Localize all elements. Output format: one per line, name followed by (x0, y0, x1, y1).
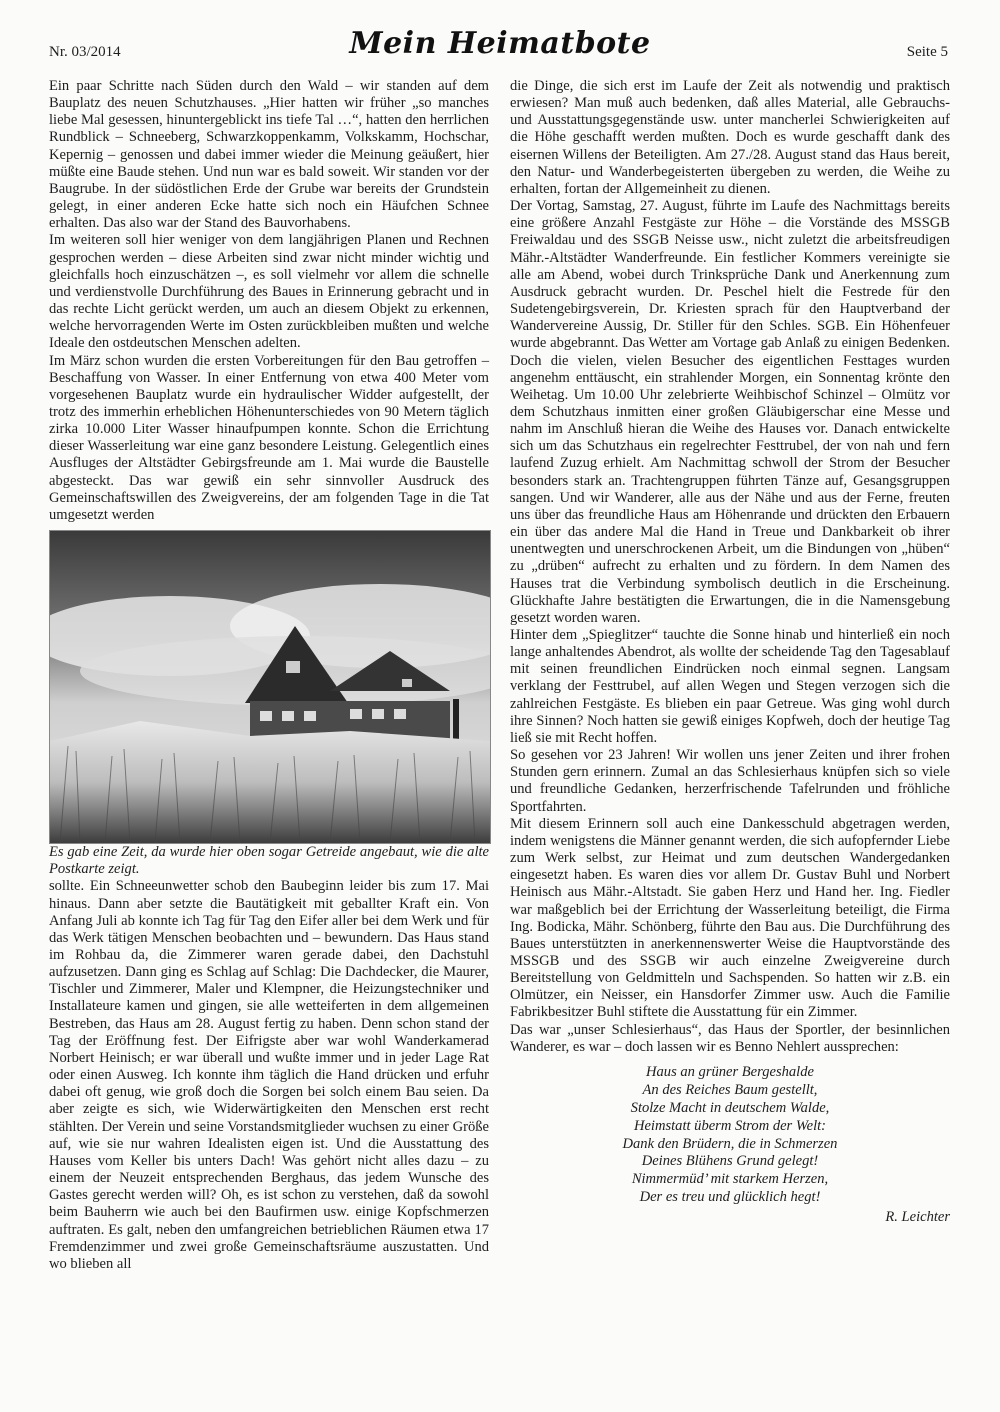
paragraph: Im März schon wurden die ersten Vorbereitungen für den Bau getroffen – Beschaffung von Wasser. In einer Entfernung von etwa 400 Meter vom vorgesehenen Bauplatz wurde ein hydraulischer Widder aufgestellt, der trotz des immerhin erheblichen Höhenunterschiedes von 90 Metern täglich zirka 10.000 Liter Wasser hinaufpumpen konnte. Schon die Errichtung dieser Wasserleitung war eine ganz besondere Leistung. Gelegentlich eines Ausfluges der Altstädter Gebirgsfreunde am 1. Mai wurde die Baustelle abgesteckt. Das war gewiß ein sehr sinnvoller Ausdruck des Gemeinschaftswillen des Zweigvereins, der am folgenden Tage in die Tat umgesetzt werden (49, 352, 489, 523)
poem-line: Deines Blühens Grund gelegt! (641, 1153, 819, 1170)
paragraph: Im weiteren soll hier weniger von dem langjährigen Planen und Rechnen gesprochen werden – diese Arbeiten sind zwar nicht minder wichtig und gleichfalls hoch einzuschätzen –, es soll vielmehr vor allem die schnelle und verdienstvolle Durchführung des Baues in Erinnerung gebracht und in das rechte Licht gerückt werden, um auch an diesem Objekt zu erkennen, welche hervorragenden Werte im Osten zurückbleiben mußten und welche Ideale den ostdeutschen Menschen adelten. (49, 232, 489, 352)
poem-line: Haus an grüner Bergeshalde (646, 1063, 814, 1080)
grain-field (50, 721, 490, 843)
issue-number: Nr. 03/2014 (49, 44, 121, 60)
paragraph: So gesehen vor 23 Jahren! Wir wollen uns jener Zeiten und ihrer frohen Stunden gern erinnern. Zumal an das Schlesierhaus knüpfen sich so viele und freundliche Gedanken, herzerfrischende Tafelrunden und fröhliche Sportfahrten. (510, 747, 950, 815)
poem-line: Stolze Macht in deutschem Walde, (630, 1099, 830, 1116)
newspaper-masthead: Mein Heimatbote (349, 26, 651, 61)
photo-caption: Es gab eine Zeit, da wurde hier oben sogar Getreide angebaut, wie die alte Postkarte zeigt. (49, 844, 489, 878)
poem-line: Nimmermüd’ mit starkem Herzen, (631, 1171, 829, 1188)
left-column (49, 78, 489, 1273)
paragraph: Mit diesem Erinnern soll auch eine Dankesschuld abgetragen werden, indem wenigstens die Männer genannt werden, die sich aufopfernder Liebe zum Werk selbst, zur Heimat und zum deutschen Wandergedanken eingesetzt haben. Es waren dies vor allem Dr. Gustav Buhl und Norbert Heinisch aus Mähr.-Altstadt. Sie gaben Herz und Hand her. Ing. Fiedler war maßgeblich bei der Errichtung der Wasserleitung beteiligt, die Firma Ing. Bodicka, Mähr. Schönberg, führte den Bau aus. Die Durchführung des Baues unterstützten in anerkennenswerter Weise die Hauptvorstände des MSSGB und des SSGB wir auch einzelne Zweigvereine durch Bereitstellung von Geldmitteln und Sachspenden. So hatten wir z.B. ein Olmützer, ein Neisser, ein Hansdorfer Zimmer usw. Auch die Familie Fabrikbesitzer Buhl stiftete die Ausstattung für ein Zimmer. (510, 815, 950, 1021)
postcard-photo (49, 530, 491, 844)
poem-line: Heimstatt überm Strom der Welt: (633, 1117, 827, 1134)
paragraph: Hinter dem „Spieglitzer“ tauchte die Sonne hinab und hinterließ ein noch lange anhaltendes Abendrot, als wollte der scheidende Tag den Tagesablauf mit seinen freundlichen Eindrücken noch einmal segnen. Langsam verklang der Festtrubel, auf allen Wegen und Stegen verzogen sich die zahlreichen Festgäste. Es blieben ein paar Getreue. Was ging wohl durch ihre Sinnen? Noch hatten sie gewiß einiges Kopfweh, doch der heutige Tag ließ sie mit Recht hoffen. (510, 627, 950, 746)
paragraph: sollte. Ein Schneeunwetter schob den Baubeginn leider bis zum 17. Mai hinaus. Dann aber setzte die Bautätigkeit mit geballter Kraft ein. Von Anfang Juli ab konnte ich Tag für Tag den Eifer aller bei dem Werk und für das Werk tätigen Menschen beobachten und – bewundern. Das Haus stand im Rohbau da, die Zimmerer waren gerade dabei, den Dachstuhl aufzusetzen. Dann ging es Schlag auf Schlag: Die Dachdecker, die Maurer, Tischler und Zimmerer, Maler und Klempner, die Heizungstechniker und Installateure kamen und gingen, sie alle wetteiferten in dem allgemeinen Bestreben, das Haus am 28. August fertig zu haben. Denn schon stand der Tag der Eröffnung fest. Der Eifrigste aber war wohl Wanderkamerad Norbert Heinisch; er war überall und wußte immer und in jeder Lage Rat oder einen Ausweg. Ich konnte ihm täglich die Hand drücken und erfuhr dabei oft genug, wie groß doch die Sorgen bei solch einem Bau seien. Da aber zeigte es sich, wie Widerwärtigkeiten den Menschen erst recht stählten. Der Verein und seine Vorstandsmitglieder wuchsen zu einer Größe auf, wie sie nur wahren Idealisten eigen ist. Und die Ausstattung des Hauses vom Keller bis unters Dach! Was gehört nicht alles dazu – zu einem der Neuzeit entsprechenden Berghaus, das jedem Wunsche des Gastes gerecht werden will? Oh, es ist schon zu verstehen, daß da sowohl beim Bauherrn wie auch bei den Baufirmen usw. einige Kopfschmerzen auftraten. Es galt, neben den umfangreichen betrieblichen Räumen etwa 17 Fremdenzimmer und zwei große Gemeinschaftsräume auszustatten. Und wo blieben all (49, 878, 489, 1272)
poem-line: An des Reiches Baum gestellt, (642, 1081, 818, 1098)
poem-line: Der es treu und glücklich hegt! (639, 1189, 821, 1206)
paragraph: Das war „unser Schlesierhaus“, das Haus der Sportler, der besinnlichen Wanderer, es war – doch lassen wir es Benno Nehlert aussprechen: (510, 1021, 950, 1055)
poem (510, 1064, 950, 1207)
right-column (510, 78, 950, 1226)
paragraph: Ein paar Schritte nach Süden durch den Wald – wir standen auf dem Bauplatz des neuen Schutzhauses. „Hier hatten wir früher „so manches liebe Mal gesessen, hinuntergeblickt ins tiefe Tal …“, hatten den herrlichen Rundblick – Schneeberg, Schwarzkoppenkamm, Volkskamm, Hochschar, Kepernig – genossen und dabei immer wieder die Meinung geäußert, hier müßte eine Baude stehen. Und nun war es bald soweit. Wir standen vor der Baugrube. In der südöstlichen Erde der Grube war bereits der Grundstein gelegt, in einer anderen Ecke hatte sich noch ein Häufchen Schnee erhalten. Das also war der Stand des Bauvorhabens. (49, 78, 489, 232)
paragraph: Der Vortag, Samstag, 27. August, führte im Laufe des Nachmittags bereits eine größere Anzahl Festgäste zur Höhe – die Vorstände des MSSGB Freiwaldau und des SSGB Neisse usw., nicht zuletzt die arbeitsfreudigen Mähr.-Altstädter Wanderfreunde. Ein festlicher Kommers vereinigte sie alle am Abend, wobei durch Trinksprüche Dank und Anerkennung zum Ausdruck gebracht wurden. Dr. Peschel hielt die Festrede für den Sudetengebirgsverein, Dr. Kriesten sprach für den Hauptverband der Wandervereine Aussig, Dr. Stiller für den Schles. SGB. Ein Höhenfeuer wurde abgebrannt. Das Wetter am Vortage gab Anlaß zu einigen Bedenken. Doch die vielen, vielen Besucher des eigentlichen Festtages wurden angenehm enttäuscht, ein strahlender Morgen, ein Sonnentag krönte den Weihetag. Um 10.00 Uhr zelebrierte Weihbischof Schinzel – Olmütz vor dem Schutzhaus inmitten einer großen Gläubigerschar eine Messe und nahm im Anschluß hieran die Weihe des Hauses vor. Danach entwickelte sich um das Schutzhaus ein regelrechter Festtrubel, der von nah und fern laufend Zuzug erhielt. Am Nachmittag schwoll der Strom der Besucher besonders stark an. Trachtengruppen führten Tänze auf, Gesangsgruppen sangen. Und wir Wanderer, alle aus der Nähe und aus der Ferne, freuten uns über das freundliche Haus am Höhenrande und drückten den Erbauern ein über das andere Mal die Hand in Treue und Dankbarkeit ob ihrer unentwegten und unerschrockenen Arbeit, um die Bindungen von „hüben“ zu „drüben“ aufrecht zu erhalten und zu fördern. In dem Namen des Hauses trat die Verbindung symbolisch deutlich in die Erscheinung. Glückhafte Jahre bestätigten die Erwartungen, die in die Namensgebung gesetzt worden waren. (510, 198, 950, 626)
author-signature: R. Leichter (885, 1209, 950, 1226)
paragraph: die Dinge, die sich erst im Laufe der Zeit als notwendig und praktisch erwiesen? Man muß auch bedenken, daß alles Material, alle Gebrauchs- und Ausstattungsgegenstände usw. unter mancherlei Schwierigkeiten auf die Höhe geschafft werden mußten. Doch es wurde geschafft dank des eisernen Willens der Beteiligten. Am 27./28. August stand das Haus bereit, den Natur- und Wanderbegeisterten übergeben zu werden, die Weihe zu erhalten, fortan der Allgemeinheit zu dienen. (510, 78, 950, 197)
page-number: Seite 5 (906, 44, 948, 60)
poem-line: Dank den Brüdern, die in Schmerzen (622, 1135, 838, 1152)
